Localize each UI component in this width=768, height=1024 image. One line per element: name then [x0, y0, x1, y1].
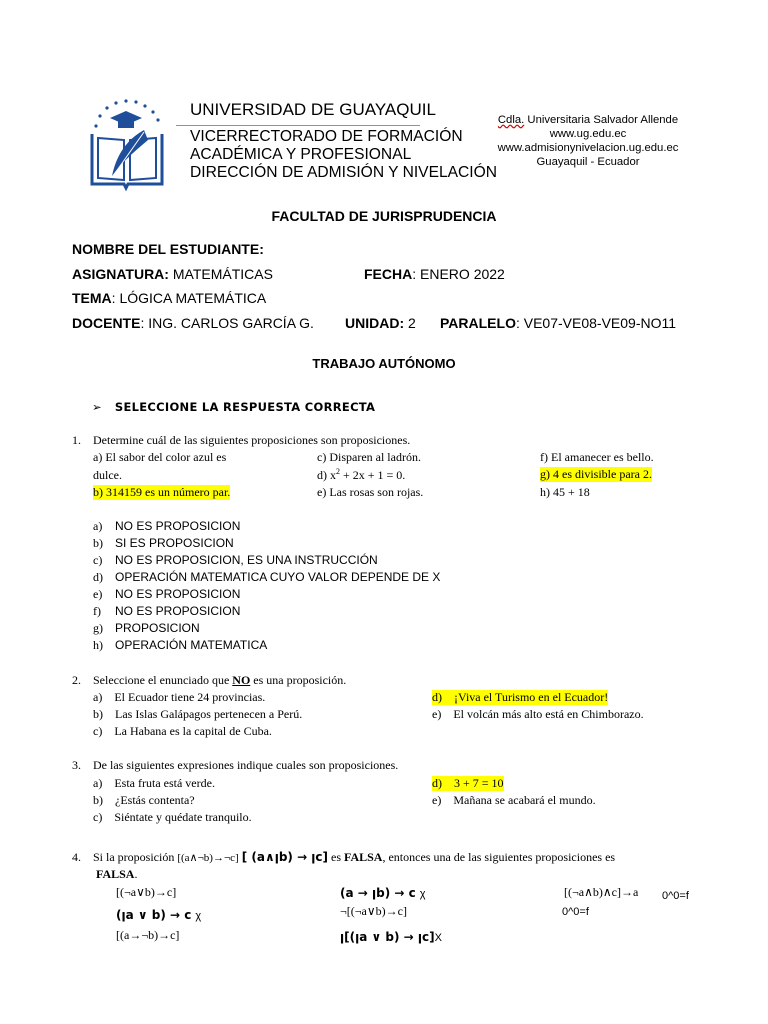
q1-answer-item: a) NO ES PROPOSICION [93, 519, 241, 533]
q1-option-e: e) Las rosas son rojas. [317, 485, 424, 499]
q4-option-7: ꞁ[(ꞁa ∨ b) → ꞁc]X [340, 930, 442, 944]
faculty-title: FACULTAD DE JURISPRUDENCIA [271, 208, 497, 224]
q1-option-g: g) 4 es divisible para 2. [540, 467, 652, 481]
wrong-mark: X [434, 932, 442, 944]
q4-falsa: FALSA. [96, 867, 138, 881]
dept-line-1: VICERRECTORADO DE FORMACIÓN [190, 128, 463, 145]
contact-block [488, 113, 688, 169]
q3-option-c: c) Siéntate y quédate tranquilo. [93, 810, 252, 824]
arrow-bullet-icon: ➢ [92, 400, 102, 414]
q1-option-d: d) $x^2 + 2x + 1 = 0$. [317, 467, 406, 482]
department-block [190, 128, 497, 182]
q1-option-b: b) 314159 es un número par. [93, 485, 231, 499]
q1-option-a-cont: dulce. [93, 468, 122, 482]
q1-answer-item: d) OPERACIÓN MATEMATICA CUYO VALOR DEPENDE DE X [93, 570, 441, 584]
contact-web-admision: www.admisionynivelacion.ug.edu.ec [497, 142, 679, 154]
q3-option-d: d) 3 + 7 = 10 [432, 776, 504, 790]
contact-address: Universitaria Salvador Allende [524, 114, 679, 126]
question-2: 2. Seleccione el enunciado que NO es una proposición. [72, 673, 347, 687]
q2-option-a: a) El Ecuador tiene 24 provincias. [93, 690, 266, 704]
wrong-mark: χ [419, 888, 426, 900]
q2-option-b: b) Las Islas Galápagos pertenecen a Perú. [93, 707, 303, 721]
q3-option-a: a) Esta fruta está verde. [93, 776, 215, 790]
q4-option-2: (a → ꞁb) → c χ [340, 886, 426, 900]
work-title: TRABAJO AUTÓNOMO [312, 356, 456, 371]
q1-answer-list [93, 518, 440, 654]
wrong-mark: χ [195, 910, 202, 922]
q4-proposition-bold: [ (a∧ꞁb) → ꞁc] [241, 850, 329, 864]
q2-option-c: c) La Habana es la capital de Cuba. [93, 724, 272, 738]
q4-note-2: 0^0=f [562, 906, 589, 918]
unit-row: UNIDAD: 2 [345, 315, 416, 331]
q1-option-f: f) El amanecer es bello. [540, 450, 654, 464]
q1-answer-item: h) OPERACIÓN MATEMATICA [93, 638, 268, 652]
q4-option-5: ¬[(¬a∨b)→c] [340, 904, 407, 918]
q1-option-a: a) El sabor del color azul es [93, 450, 227, 464]
dept-line-3: DIRECCIÓN DE ADMISIÓN Y NIVELACIÓN [190, 164, 498, 181]
parallel-row: PARALELO: VE07-VE08-VE09-NO11 [440, 315, 677, 331]
topic-row: TEMA: LÓGICA MATEMÁTICA [72, 290, 267, 306]
subject-row: ASIGNATURA: MATEMÁTICAS [72, 266, 273, 282]
question-3: 3. De las siguientes expresiones indique cuales son proposiciones. [72, 758, 399, 772]
q1-answer-item: f) NO ES PROPOSICION [93, 604, 241, 618]
contact-cdla: Cdla. [497, 114, 525, 126]
university-logo [86, 96, 172, 192]
q1-answer-item: c) NO ES PROPOSICION, ES UNA INSTRUCCIÓN [93, 553, 378, 567]
q4-option-1: [(¬a∨b)→c] [116, 885, 177, 899]
q4-note-1: 0^0=f [662, 890, 689, 902]
contact-city: Guayaquil - Ecuador [536, 156, 640, 168]
dept-line-2: ACADÉMICA Y PROFESIONAL [190, 146, 412, 163]
q2-option-d: d) ¡Viva el Turismo en el Ecuador! [432, 690, 609, 704]
question-1: 1. Determine cuál de las siguientes proposiciones son proposiciones. [72, 433, 411, 447]
q3-option-b: b) ¿Estás contenta? [93, 793, 195, 807]
q3-option-e: e) Mañana se acabará el mundo. [432, 793, 596, 807]
q1-option-h: h) 45 + 18 [540, 485, 590, 499]
q4-option-6: [(a→¬b)→c] [116, 928, 180, 942]
question-4: 4. Si la proposición [(a∧¬b)→¬c] [ (a∧ꞁb) → ꞁc] es FALSA, entonces una de las siguientes proposiciones es [72, 850, 616, 864]
q2-option-e: e) El volcán más alto está en Chimborazo. [432, 707, 644, 721]
q1-answer-item: g) PROPOSICION [93, 621, 200, 635]
teacher-row: DOCENTE: ING. CARLOS GARCÍA G. [72, 315, 314, 331]
q4-option-4: (ꞁa ∨ b) → c χ [116, 908, 202, 922]
student-name-label: NOMBRE DEL ESTUDIANTE: [72, 241, 264, 257]
q4-option-3: [(¬a∧b)∧c]→a [564, 885, 639, 899]
date-row: FECHA: ENERO 2022 [364, 266, 505, 282]
header-rule [176, 125, 420, 126]
section-heading: ➢ SELECCIONE LA RESPUESTA CORRECTA [92, 400, 376, 414]
q1-answer-item: b) SI ES PROPOSICION [93, 536, 234, 550]
university-name: UNIVERSIDAD DE GUAYAQUIL [190, 100, 436, 119]
q4-proposition-formula: [(a∧¬b)→¬c] [177, 852, 239, 864]
contact-web: www.ug.edu.ec [549, 128, 627, 140]
q1-answer-item: e) NO ES PROPOSICION [93, 587, 241, 601]
q1-option-c: c) Disparen al ladrón. [317, 450, 421, 464]
